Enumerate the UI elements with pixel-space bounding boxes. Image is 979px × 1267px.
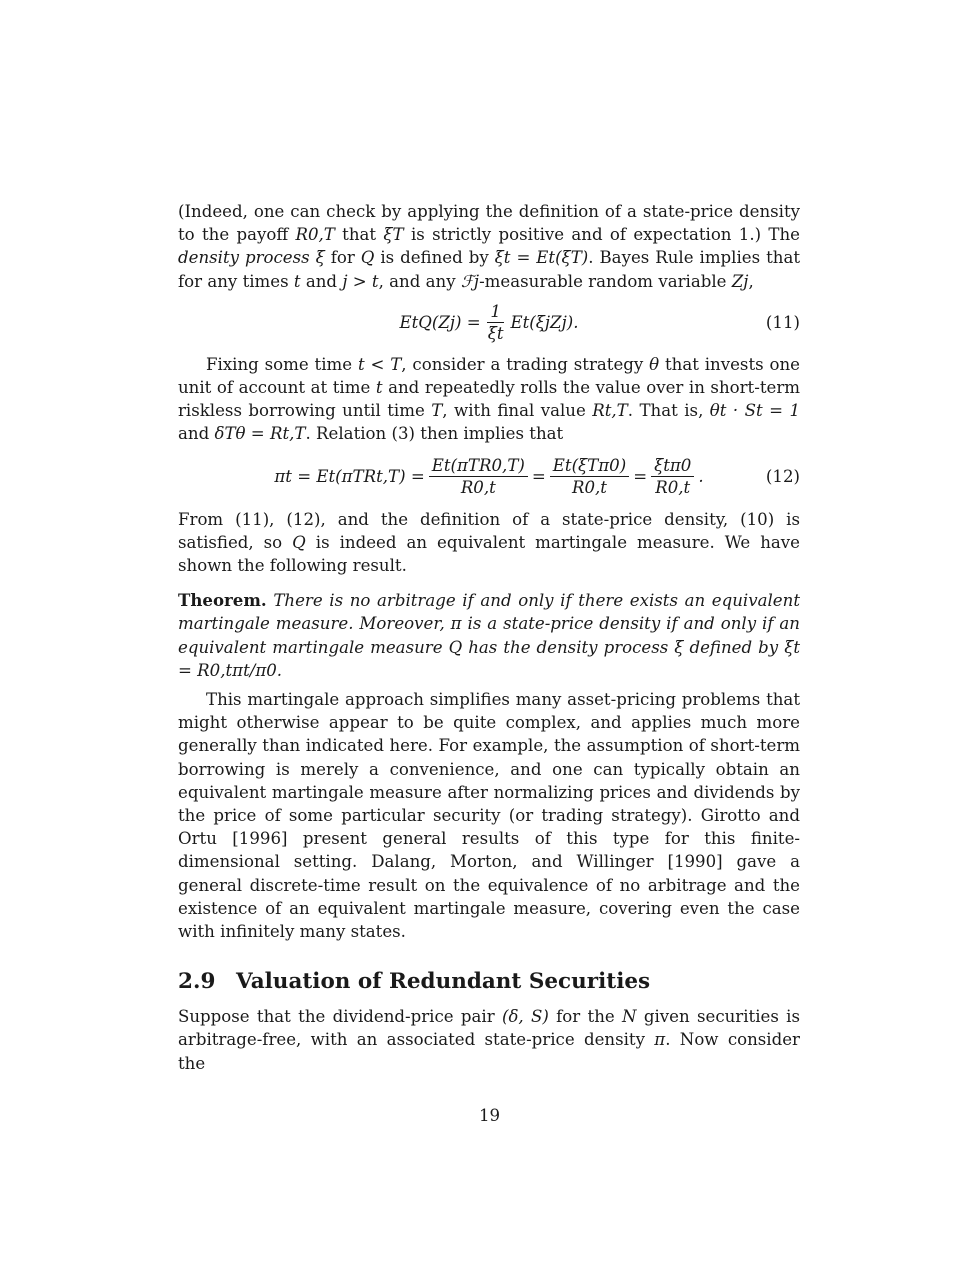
period: .	[698, 467, 704, 487]
text-run: (Indeed, one can check by applying the definition of a state-price density to the payoff	[178, 202, 800, 245]
equation-lhs: πt = Et(πTRt,T) =	[274, 467, 425, 487]
fraction-numerator: ξtπ0	[651, 456, 694, 477]
fraction	[429, 456, 528, 497]
paragraph-martingale-approach: This martingale approach simplifies many asset-pricing problems that might otherwise appear to be quite complex, and applies much more generally than indicated here. For example, the assumption of short-term borrowing is merely a convenience, and one can typically obtain an equivalent martingale measure after normalizing prices and dividends by the price of some particular security (or trading strategy). Girotto and Ortu [1996] present general results of this type for this finite-dimensional setting. Dalang, Morton, and Willinger [1990] gave a general discrete-time result on the equivalence of no arbitrage and the existence of an equivalent martingale measure, covering even the case with infinitely many states.	[178, 690, 800, 942]
paragraph-redundant-securities	[178, 1005, 800, 1075]
math-inline: T	[431, 401, 443, 421]
math-inline: R0,T	[295, 225, 335, 245]
equation-11	[178, 293, 800, 353]
fraction	[485, 302, 507, 343]
math-inline: N	[622, 1007, 637, 1027]
math-inline: t	[375, 378, 383, 398]
math-inline: (δ, S)	[501, 1007, 549, 1027]
equals-sign: =	[531, 467, 546, 487]
fraction-numerator: 1	[487, 302, 504, 323]
equation-lhs: EtQ(Zj) =	[399, 313, 481, 333]
text-run: From (11), (12), and the definition of a state-price density, (10) is satisfied, so	[178, 509, 800, 552]
fraction-denominator: R0,t	[460, 478, 496, 498]
text-run: for the	[548, 1007, 623, 1027]
math-inline: Zj	[731, 271, 749, 291]
math-inline: θ	[649, 354, 660, 374]
text-run: , consider a trading strategy	[401, 354, 650, 374]
text-run: Suppose that the dividend-price pair	[178, 1007, 502, 1027]
equals-sign: =	[633, 467, 648, 487]
text-run: , and any	[378, 271, 461, 291]
section-title: Valuation of Redundant Securities	[236, 969, 651, 995]
math-inline: Q	[360, 248, 375, 268]
equation-12	[178, 446, 800, 508]
equation-number: (11)	[765, 313, 800, 333]
page-number: 19	[478, 1106, 501, 1125]
fraction-denominator: ξt	[487, 324, 504, 344]
math-inline: ℱj	[460, 271, 480, 291]
text-run: . Bayes Rule implies that for any times	[178, 248, 801, 291]
text-run: and	[300, 271, 343, 291]
text-run: is defined by	[374, 248, 495, 268]
text-run: ,	[748, 271, 754, 291]
fraction-numerator: Et(ξTπ0)	[550, 456, 629, 477]
text-run: that invests one unit of account at time	[178, 354, 800, 398]
text-run: and	[178, 424, 215, 444]
equation-rhs: Et(ξjZj).	[510, 313, 579, 333]
theorem-statement: There is no arbitrage if and only if there exists an equivalent martingale measure. Moreover, π is a state-price density if and only if an equivalent martingale measure Q has the density process ξ defined by ξt = R0,tπt/π0.	[178, 591, 800, 680]
math-inline: t < T	[357, 354, 402, 374]
theorem	[178, 589, 800, 682]
math-inline: Rt,T	[592, 401, 628, 421]
text-run: . Now consider the	[178, 1030, 800, 1073]
text-run: given securities is arbitrage-free, with an associated state-price density	[178, 1007, 800, 1050]
text-run: that	[334, 225, 384, 245]
text-run: , with final value	[442, 401, 593, 421]
section-heading	[178, 969, 800, 994]
text-run: for	[324, 248, 361, 268]
fraction-numerator: Et(πTR0,T)	[429, 456, 528, 477]
math-inline: δTθ = Rt,T	[214, 424, 306, 444]
page-body	[178, 200, 800, 1075]
theorem-label: Theorem.	[178, 590, 267, 611]
fraction-denominator: R0,t	[571, 478, 607, 498]
fraction	[550, 456, 629, 497]
text-run: Fixing some time	[206, 354, 358, 374]
equation-number: (12)	[765, 467, 800, 487]
text-run: -measurable random variable	[479, 271, 732, 291]
math-inline: ξ	[315, 248, 325, 268]
fraction-denominator: R0,t	[655, 478, 691, 498]
section-number: 2.9	[178, 969, 216, 995]
paragraph-martingale-result	[178, 508, 800, 578]
text-run: and repeatedly rolls the value over in short-term riskless borrowing until time	[178, 378, 800, 421]
emphasis-density-process: density process	[178, 248, 310, 268]
text-run: is indeed an equivalent martingale measure. We have shown the following result.	[178, 532, 800, 576]
math-inline: θt · St = 1	[709, 401, 801, 421]
paragraph-trading-strategy	[178, 353, 800, 446]
text-run: is strictly positive and of expectation 1.) The	[403, 225, 801, 245]
fraction	[651, 456, 694, 497]
text-run: . Relation (3) then implies that	[305, 424, 564, 444]
math-inline: π	[654, 1030, 666, 1050]
paragraph-density-process	[178, 200, 800, 293]
math-inline: t	[293, 271, 301, 291]
math-inline: j > t	[342, 271, 379, 291]
math-inline: ξt = Et(ξT)	[494, 248, 589, 268]
math-inline: Q	[292, 532, 306, 552]
text-run: . That is,	[627, 401, 710, 421]
math-inline: ξT	[383, 225, 404, 245]
